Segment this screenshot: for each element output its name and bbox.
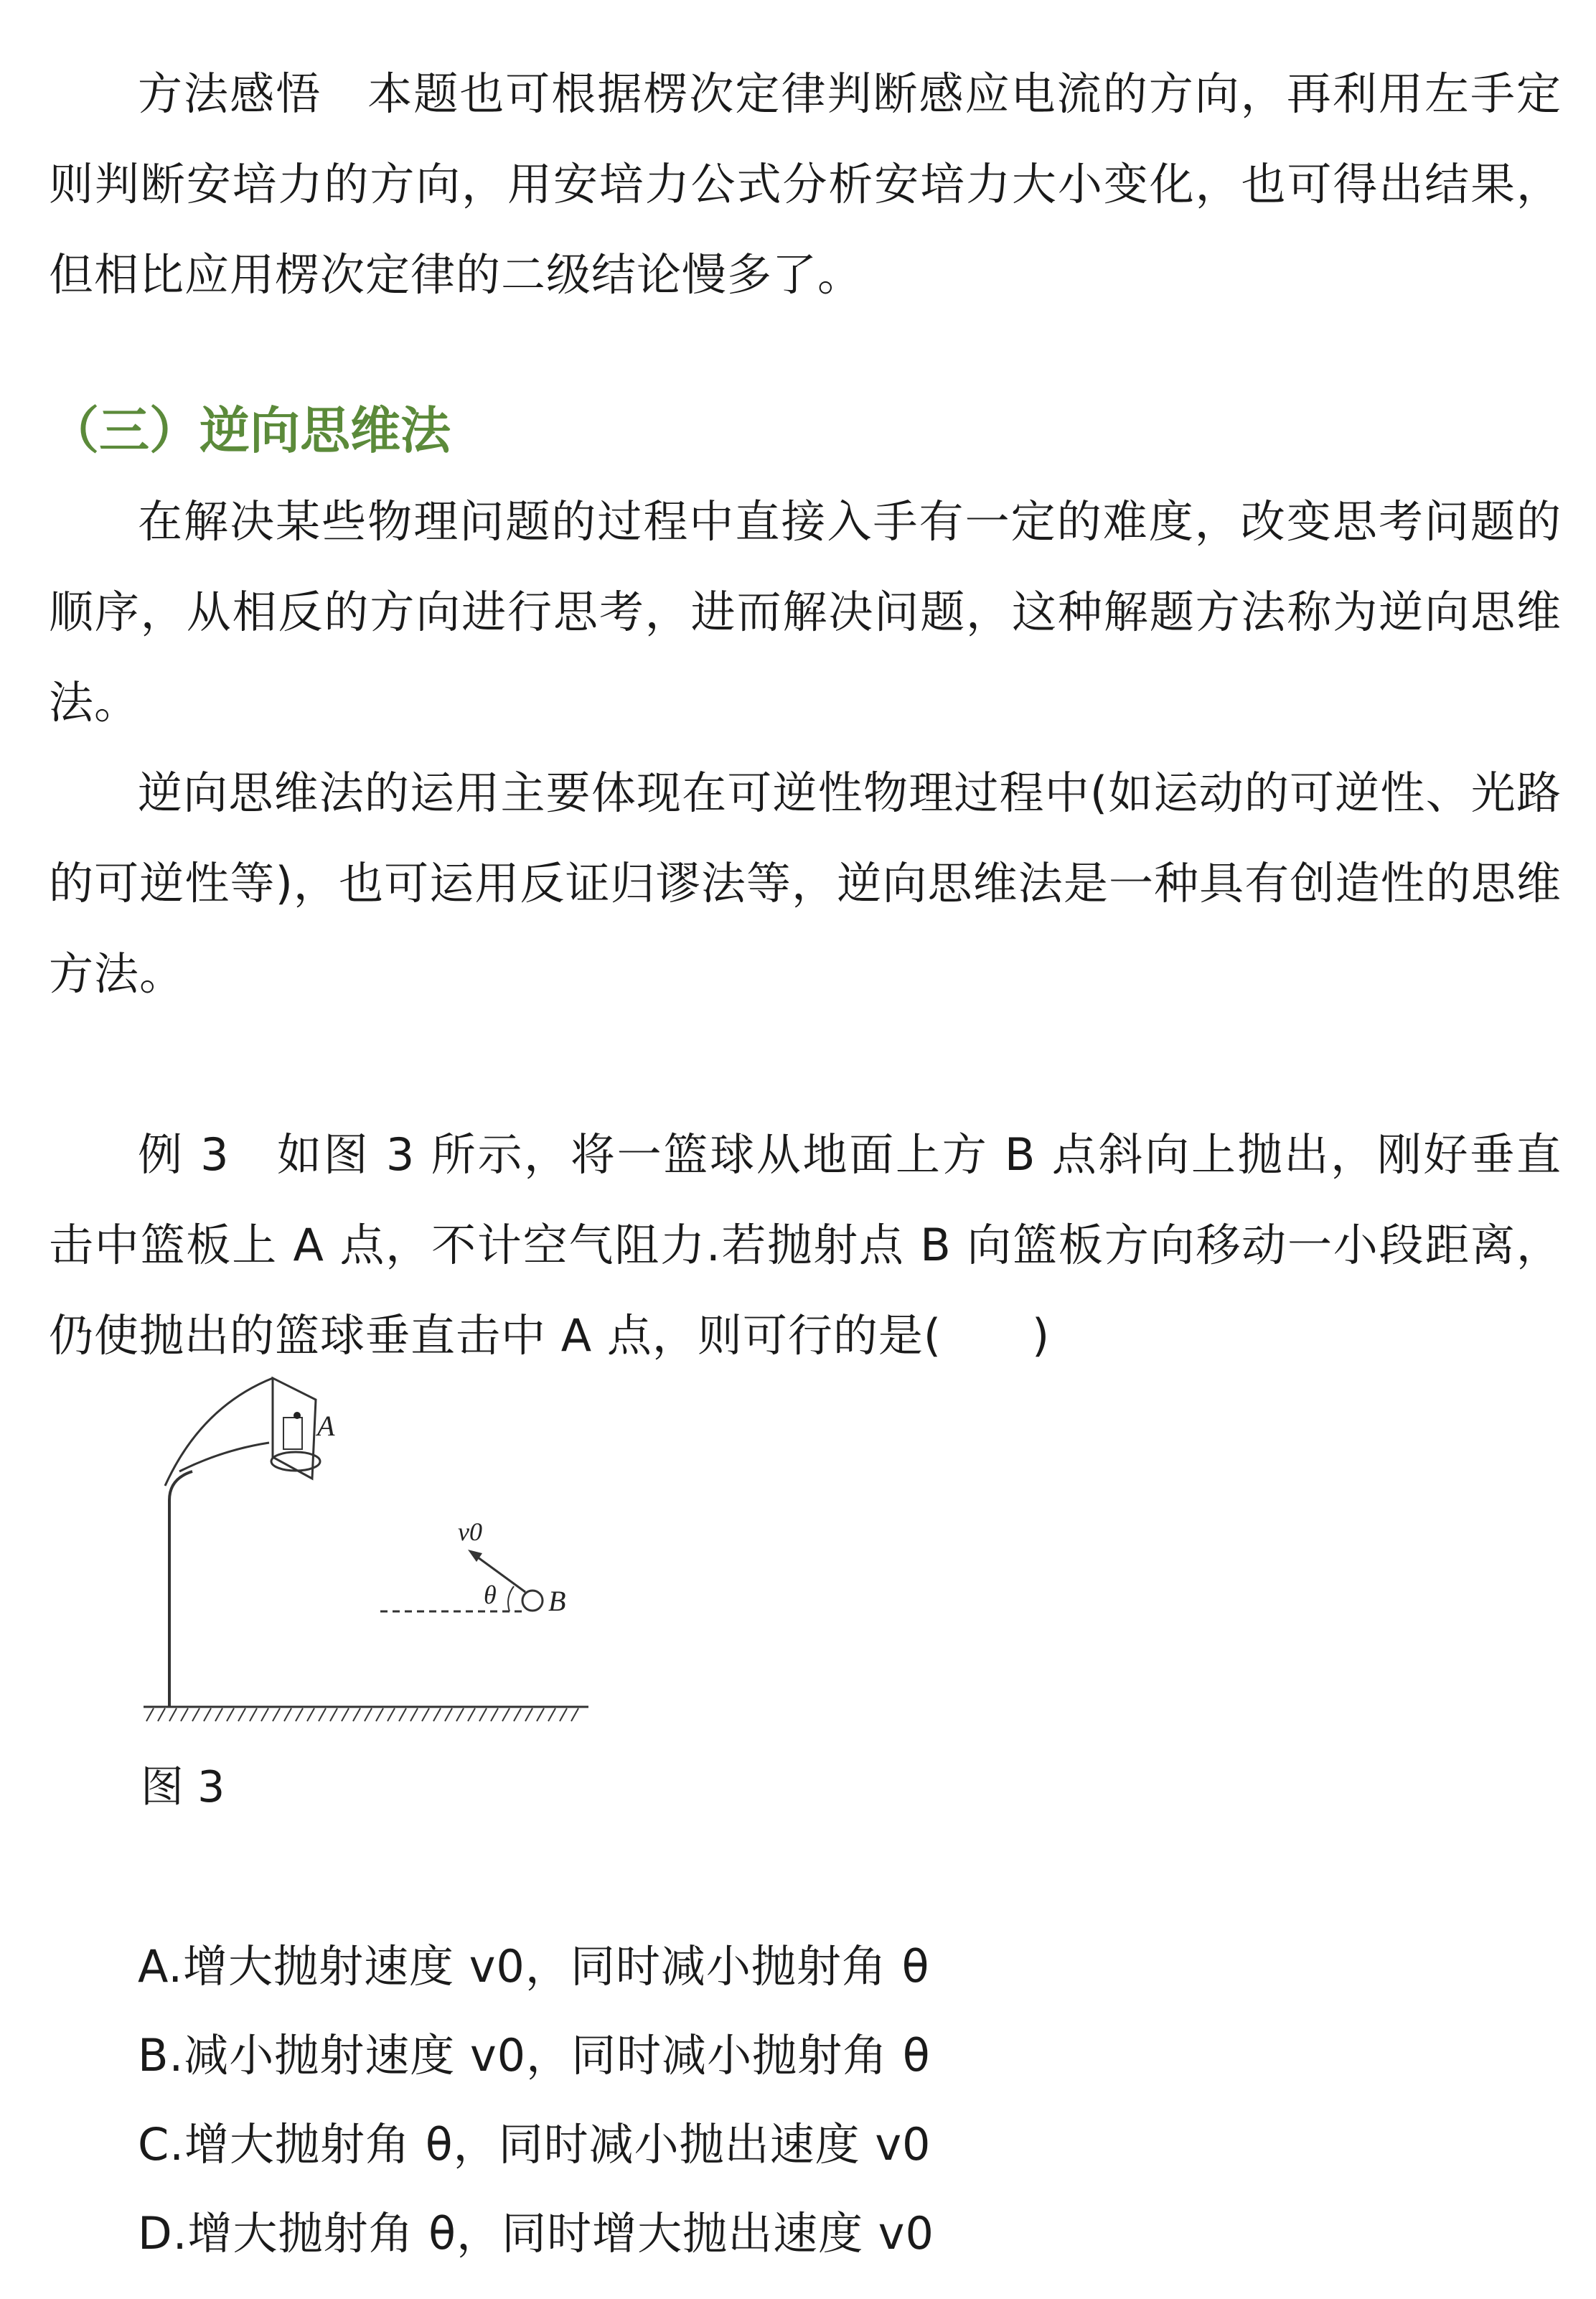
label-theta: θ bbox=[484, 1581, 497, 1609]
label-b: B bbox=[548, 1585, 566, 1617]
section-paragraph-1: 在解决某些物理问题的过程中直接入手有一定的难度，改变思考问题的顺序，从相反的方向进行思考，进而解决问题，这种解题方法称为逆向思维法。 bbox=[49, 495, 1562, 729]
velocity-arrow bbox=[472, 1553, 525, 1592]
backboard bbox=[273, 1378, 316, 1479]
section-heading: （三）逆向思维法 bbox=[49, 401, 451, 460]
ground-hatch bbox=[146, 1708, 578, 1721]
basketball-figure bbox=[136, 1364, 596, 1751]
example-problem-text: 例 3 如图 3 所示，将一篮球从地面上方 B 点斜向上抛出，刚好垂直击中篮板上 A 点，不计空气阻力.若抛射点 B 向篮板方向移动一小段距离，仍使抛出的篮球垂直击中 A 点，则可行的是( ) bbox=[49, 1128, 1562, 1362]
figure-caption: 图 3 bbox=[141, 1762, 225, 1812]
ball-at-b bbox=[522, 1591, 543, 1611]
label-a: A bbox=[317, 1410, 335, 1442]
section-paragraph-2: 逆向思维法的运用主要体现在可逆性物理过程中(如运动的可逆性、光路的可逆性等)，也可运用反证归谬法等，逆向思维法是一种具有创造性的思维方法。 bbox=[49, 767, 1562, 1000]
point-a-dot bbox=[294, 1412, 301, 1419]
option-a[interactable]: A.增大抛射速度 v0，同时减小抛射角 θ bbox=[138, 1940, 930, 1993]
hoop-pole bbox=[169, 1471, 192, 1707]
option-c[interactable]: C.增大抛射角 θ，同时减小抛出速度 v0 bbox=[138, 2118, 931, 2171]
label-v0: v0 bbox=[458, 1517, 482, 1546]
angle-arc bbox=[508, 1586, 514, 1611]
option-b[interactable]: B.减小抛射速度 v0，同时减小抛射角 θ bbox=[138, 2029, 931, 2082]
option-d[interactable]: D.增大抛射角 θ，同时增大抛出速度 v0 bbox=[138, 2207, 934, 2260]
method-insight-paragraph: 方法感悟 本题也可根据楞次定律判断感应电流的方向，再利用左手定则判断安培力的方向，用安培力公式分析安培力大小变化，也可得出结果，但相比应用楞次定律的二级结论慢多了。 bbox=[49, 67, 1562, 301]
hoop-arm-lower bbox=[179, 1443, 269, 1471]
